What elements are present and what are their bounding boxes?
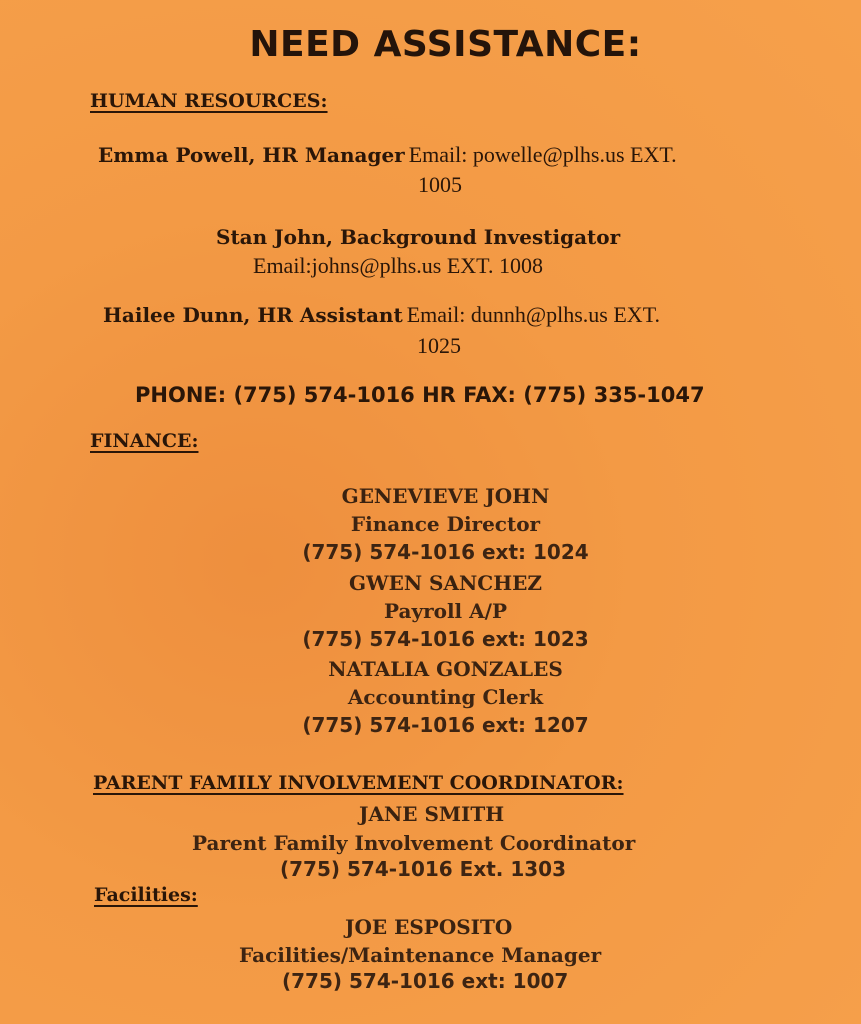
page-title: NEED ASSISTANCE: (249, 24, 642, 65)
section-heading-facilities: Facilities: (94, 884, 198, 906)
finance-contact-name: NATALIA GONZALES (328, 657, 563, 681)
pfic-contact-phone: (775) 574-1016 Ext. 1303 (280, 857, 567, 881)
pfic-contact-name: JANE SMITH (359, 802, 505, 826)
hr-contact-emma-powell (98, 142, 677, 168)
pfic-contact-title: Parent Family Involvement Coordinator (192, 831, 636, 855)
finance-contact-phone: (775) 574-1016 ext: 1024 (302, 540, 589, 564)
hr-contact-email: Email: dunnh@plhs.us EXT. (406, 302, 660, 327)
hr-phone-fax-line: PHONE: (775) 574-1016 HR FAX: (775) 335-1047 (135, 383, 705, 407)
hr-contact-ext: 1025 (417, 333, 461, 358)
hr-contact-email: Email: powelle@plhs.us EXT. (408, 142, 677, 167)
finance-contact-phone: (775) 574-1016 ext: 1023 (302, 627, 589, 651)
hr-contact-email-stan-john: Email:johns@plhs.us EXT. 1008 (253, 253, 543, 278)
finance-contact-name: GENEVIEVE JOHN (341, 484, 550, 508)
hr-contact-ext: 1005 (418, 172, 462, 197)
finance-contact-name: GWEN SANCHEZ (349, 571, 542, 595)
finance-contact-title: Finance Director (350, 512, 541, 536)
hr-contact-name-stan-john: Stan John, Background Investigator (216, 225, 621, 249)
finance-contact-title: Accounting Clerk (347, 685, 544, 709)
section-heading-human-resources: HUMAN RESOURCES: (90, 90, 328, 112)
facilities-contact-title: Facilities/Maintenance Manager (239, 943, 602, 967)
finance-contact-title: Payroll A/P (384, 599, 507, 623)
section-heading-finance: FINANCE: (90, 430, 199, 452)
finance-contact-phone: (775) 574-1016 ext: 1207 (302, 713, 589, 737)
facilities-contact-name: JOE ESPOSITO (345, 915, 513, 939)
hr-contact-name: Emma Powell, HR Manager (98, 143, 405, 167)
hr-contact-name: Hailee Dunn, HR Assistant (103, 303, 403, 327)
hr-contact-hailee-dunn (103, 302, 660, 328)
facilities-contact-phone: (775) 574-1016 ext: 1007 (282, 969, 569, 993)
section-heading-pfic: PARENT FAMILY INVOLVEMENT COORDINATOR: (93, 772, 624, 794)
